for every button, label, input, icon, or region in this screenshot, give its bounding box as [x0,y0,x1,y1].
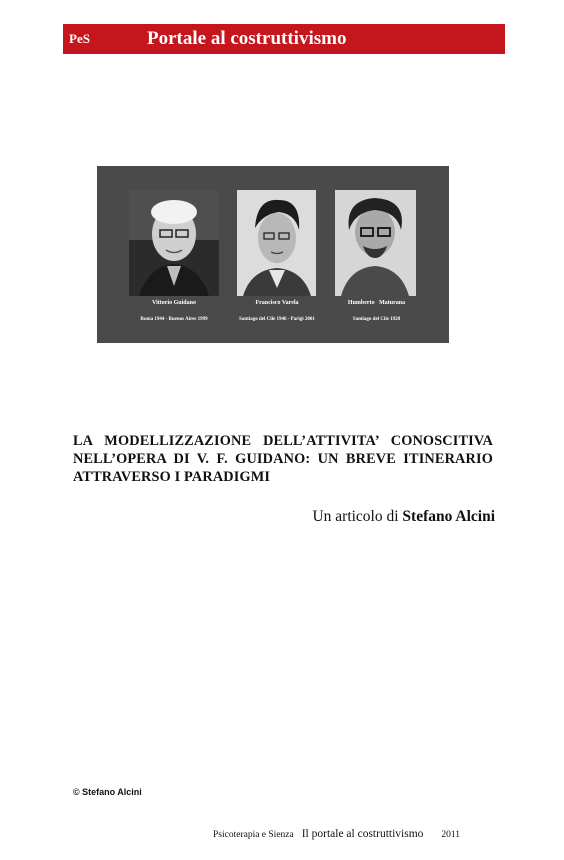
author-name: Stefano Alcini [402,508,495,525]
page-footer [213,824,460,842]
article-title-line: LA MODELLIZZAZIONE DELL’ATTIVITA’ CONOSCITIVA [73,433,493,449]
portrait-caption-dates: Santiago del Cile 1928 [352,317,401,322]
article-title [73,432,493,486]
header-bar [63,24,505,54]
portrait-photo-maturana [335,190,416,296]
header-title: Portale al costruttivismo [147,28,347,49]
article-title-line: NELL’OPERA DI V. F. GUIDANO: UN BREVE ITINERARIO [73,451,493,467]
byline [312,508,495,526]
portrait-caption-name: Humberto Maturana [347,300,406,306]
footer-publisher: Psicoterapia e Sienza [213,830,294,840]
portrait-caption-name: Vittorio Guidano [152,300,196,306]
portrait-panel [97,166,449,343]
portrait-caption-dates: Santiago del Cile 1946 - Parigi 2001 [239,317,315,322]
portrait-photo-varela [237,190,316,296]
footer-portal: Il portale al costruttivismo [301,828,424,840]
byline-prefix: Un articolo di [312,508,399,525]
copyright-notice: © Stefano Alcini [73,787,142,797]
article-title-line: ATTRAVERSO I PARADIGMI [73,469,271,485]
footer-year: 2011 [441,830,461,840]
portrait-photo-guidano [129,190,219,296]
portrait-caption-name: Francisco Varela [255,300,299,306]
header-abbrev: PeS [69,31,90,46]
portrait-caption-dates: Roma 1944 - Buenos Aires 1999 [140,317,208,322]
